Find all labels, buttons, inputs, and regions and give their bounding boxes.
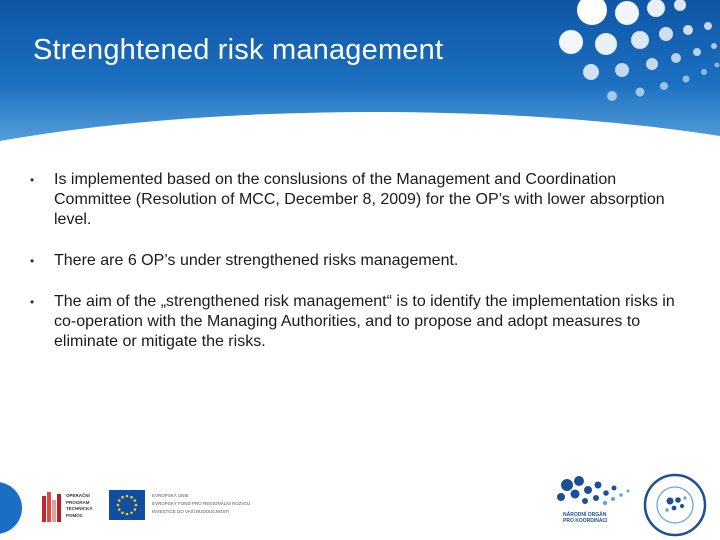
nko-logo-text: NÁRODNÍ ORGÁN PRO KOORDINACI — [563, 512, 608, 524]
list-item — [30, 292, 690, 352]
bullet-marker: • — [30, 173, 35, 187]
bullet-text: There are 6 OP’s under strengthened risks management. — [54, 252, 459, 269]
slide-header — [0, 0, 720, 150]
bullet-marker: • — [30, 295, 35, 309]
eu-logo-text: EVROPSKÁ UNIE EVROPSKÝ FOND PRO REGIONÁLNÍ ROZVOJ INVESTICE DO VAŠÍ BUDOUCNOSTI — [152, 493, 251, 514]
decorative-dots-icon — [0, 0, 720, 150]
bullet-list — [30, 170, 690, 373]
ministry-seal-icon — [640, 470, 710, 540]
op-bars-icon — [42, 492, 62, 524]
list-item — [30, 251, 690, 271]
decorative-circle — [0, 482, 22, 534]
op-logo-text: OPERAČNÍ PROGRAM TECHNICKÁ POMOC — [66, 493, 93, 518]
eu-flag-icon — [109, 490, 145, 520]
bullet-marker: • — [30, 254, 35, 268]
slide-title: Strenghtened risk management — [33, 34, 444, 66]
list-item — [30, 170, 690, 230]
bullet-text: The aim of the „strengthened risk management“ is to identify the implementation risks in co-operation with the Managing Authorities, and to propose and adopt measures to eliminate or mitigate the risks. — [54, 293, 675, 350]
op-technical-assistance-logo — [42, 492, 102, 524]
bullet-text: Is implemented based on the conslusions of the Management and Coordination Committee (Resolution of MCC, December 8, 2009) for the OP’s with lower absorption level. — [54, 171, 665, 228]
